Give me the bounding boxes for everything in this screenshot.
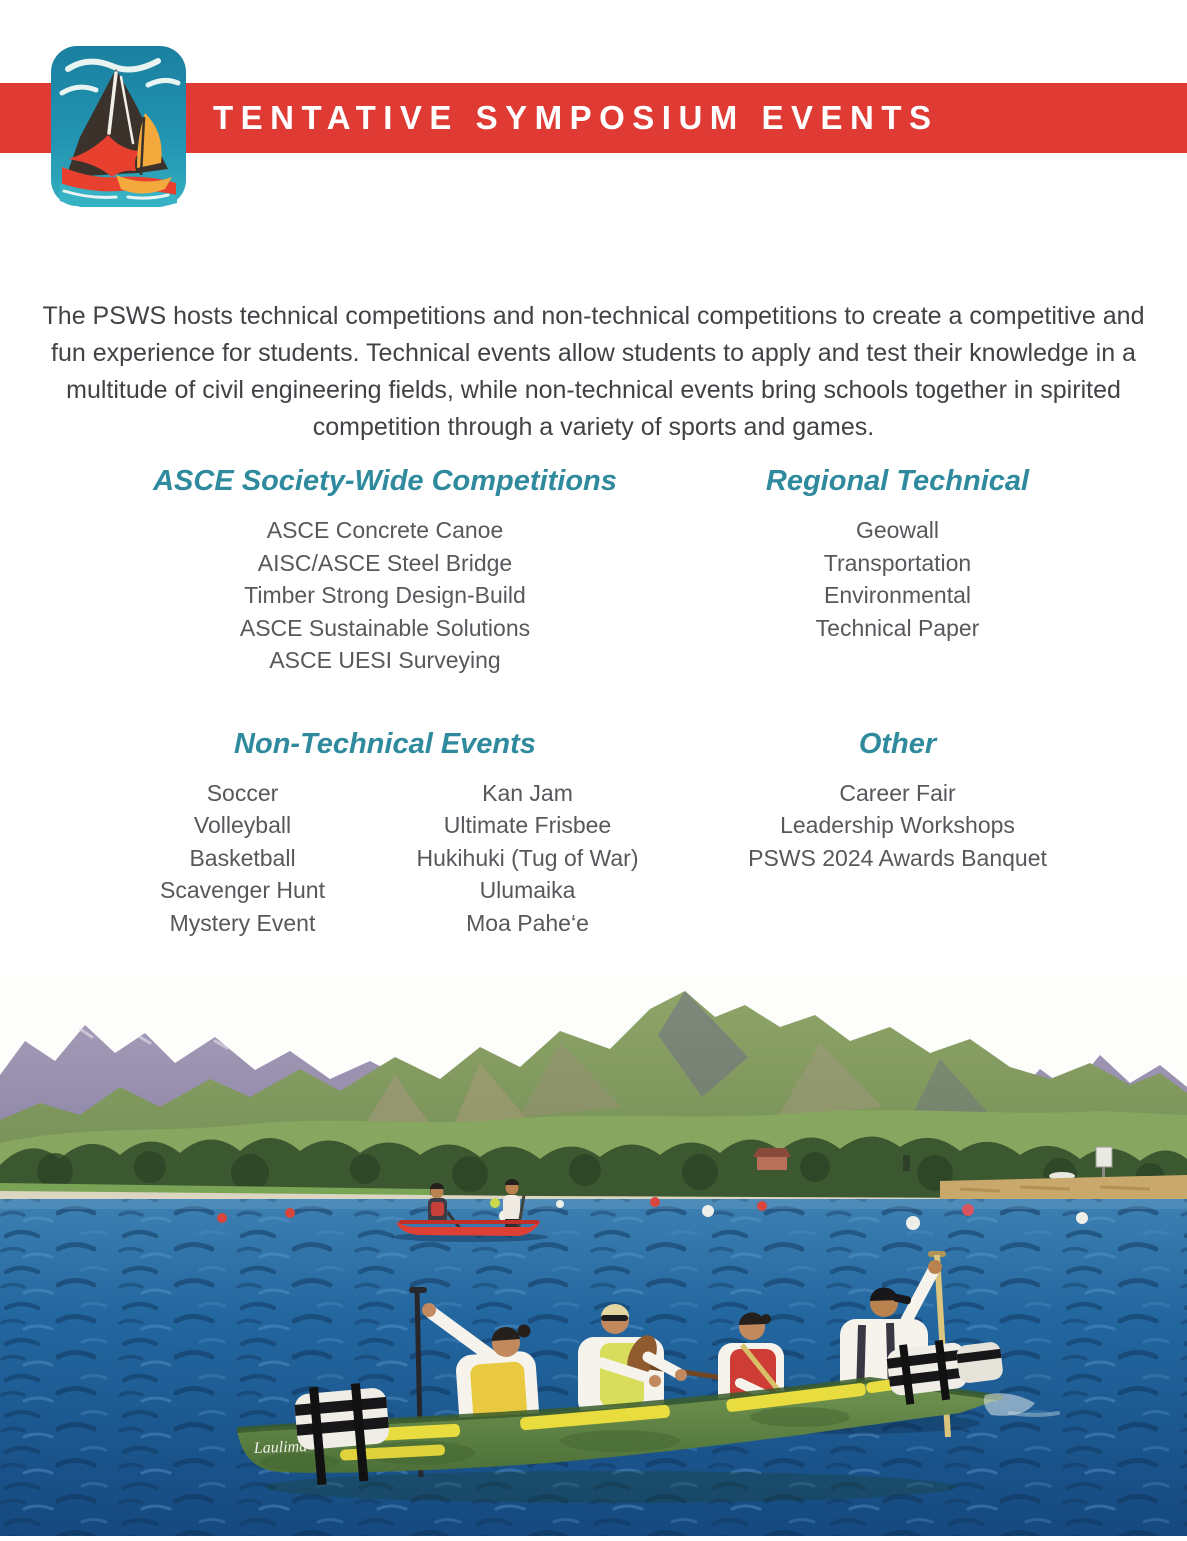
section-regional-technical (670, 462, 1125, 677)
event-item: Kan Jam (482, 779, 573, 806)
section-items (100, 514, 670, 677)
event-item: Moa Pahe‘e (466, 909, 589, 936)
section-title: Other (858, 727, 937, 760)
lake-photo-art (0, 975, 1187, 1536)
event-item: PSWS 2024 Awards Banquet (748, 844, 1047, 871)
hut (757, 1157, 787, 1170)
section-other (670, 725, 1125, 940)
section-items-left (100, 777, 385, 940)
event-item: Environmental (823, 582, 972, 608)
section-title: ASCE Society-Wide Competitions (153, 465, 617, 497)
event-item: ASCE Concrete Canoe (266, 517, 504, 543)
intro-paragraph: The PSWS hosts technical competitions and non-technical competitions to create a competitive and fun experience for students. Technical events allow students to apply and test their knowledge in a multitude of civil engineering fields, while non-technical events bring schools together in spirited competition through a variety of sports and games. (42, 302, 1145, 441)
page-title: TENTATIVE SYMPOSIUM EVENTS (213, 99, 939, 136)
section-non-technical (100, 725, 670, 940)
section-title: Regional Technical (765, 465, 1030, 497)
boat-name-text: Laulima (253, 1438, 308, 1457)
event-sections (100, 462, 1125, 939)
psws-logo (50, 45, 187, 207)
event-item: Geowall (855, 517, 940, 543)
event-item: ASCE UESI Surveying (269, 647, 501, 673)
event-item: Basketball (189, 844, 296, 871)
event-item: Mystery Event (169, 909, 316, 936)
lake-photo (0, 975, 1187, 1536)
section-title: Non-Technical Events (234, 727, 536, 760)
section-items (670, 777, 1125, 875)
event-item: Timber Strong Design-Build (244, 582, 526, 608)
event-item: Scavenger Hunt (160, 877, 325, 903)
event-item: Volleyball (193, 812, 292, 838)
non-technical-columns (100, 777, 670, 940)
event-item: AISC/ASCE Steel Bridge (257, 549, 513, 576)
hut-roof (753, 1148, 791, 1157)
event-item: Career Fair (839, 779, 956, 806)
event-item: Technical Paper (815, 614, 980, 641)
section-items-right (385, 777, 670, 940)
shore-sign (1096, 1147, 1112, 1167)
event-item: Soccer (206, 779, 279, 806)
event-item: Hukihuki (Tug of War) (416, 844, 639, 871)
event-item: Leadership Workshops (780, 812, 1015, 838)
event-item: Ulumaika (479, 877, 576, 903)
volcano-canoe-logo-art (50, 45, 187, 207)
section-society-wide (100, 462, 670, 677)
event-item: Transportation (823, 549, 972, 576)
person-on-shore (903, 1155, 910, 1171)
section-items (670, 514, 1125, 644)
event-item: Ultimate Frisbee (443, 812, 612, 838)
event-item: ASCE Sustainable Solutions (239, 614, 531, 641)
